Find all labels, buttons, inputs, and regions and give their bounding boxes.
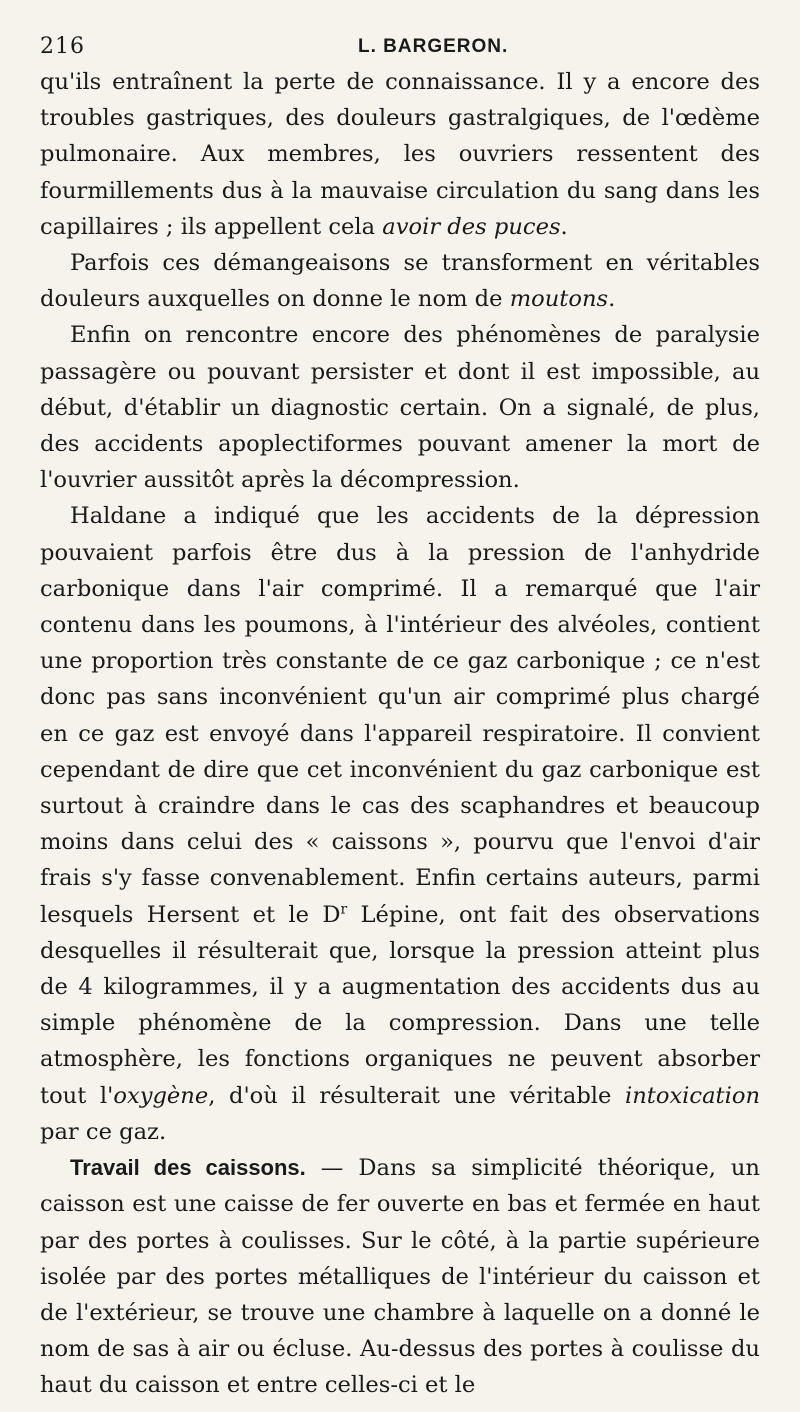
text-run: qu'ils entraînent la perte de connaissance. Il y a encore des troubles gastriques, des douleurs gastralgiques, de l'œdème pulmonaire. Aux membres, les ouvriers ressentent des fourmillements dus à la mauvaise circulation du sang dans les capillaires ; ils appellent cela	[40, 69, 760, 240]
text-run: Enfin on rencontre encore des phénomènes de paralysie passagère ou pouvant persister et dont il est impossible, au début, d'établir un diagnostic certain. On a signalé, de plus, des accidents apoplectiformes pouvant amener la mort de l'ouvrier aussitôt après la décompression.	[40, 322, 760, 494]
paragraph	[40, 317, 760, 498]
text-run: — Dans sa simplicité théorique, un caisson est une caisse de fer ouverte en bas et fermée en haut par des portes à coulisses. Sur le côté, à la partie supérieure isolée par des portes métalliques de l'intérieur du caisson et de l'extérieur, se trouve une chambre à laquelle on a donné le nom de sas à air ou écluse. Au-dessus des portes à coulisse du haut du caisson et entre celles-ci et le	[40, 1155, 760, 1399]
section-heading: Travail des caissons.	[70, 1155, 306, 1181]
text-run: , d'où il résulterait une véritable	[208, 1082, 625, 1109]
paragraph	[40, 498, 760, 1150]
text-run: par ce gaz.	[40, 1118, 167, 1145]
italic-run: moutons	[509, 286, 609, 313]
running-head-author: L. BARGERON.	[358, 36, 509, 57]
page-number: 216	[40, 34, 85, 59]
italic-run: intoxication	[624, 1082, 760, 1109]
paragraph	[40, 1150, 760, 1403]
italic-run: avoir des puces	[382, 213, 561, 240]
text-run: Parfois ces démangeaisons se transforment en véritables douleurs auxquelles on donne le nom de	[40, 250, 760, 313]
italic-run: oxygène	[113, 1082, 209, 1109]
text-run: .	[608, 286, 616, 313]
text-run: Lépine, ont fait des observations desquelles il résulterait que, lorsque la pression atteint plus de 4 kilogrammes, il y a augmentation des accidents dus au simple phénomène de la compression. Dans une telle atmosphère, les fonctions organiques ne peuvent absorber tout l'	[40, 901, 761, 1109]
running-head	[40, 28, 760, 64]
body-text	[40, 64, 760, 1404]
text-run: .	[560, 213, 568, 240]
paragraph	[40, 64, 760, 245]
superscript-run: r	[340, 901, 348, 918]
paragraph	[40, 245, 760, 317]
text-run: Haldane a indiqué que les accidents de la dépression pouvaient parfois être dus à la pression de l'anhydride carbonique dans l'air comprimé. Il a remarqué que l'air contenu dans les poumons, à l'intérieur des alvéoles, contient une proportion très constante de ce gaz carbonique ; ce n'est donc pas sans inconvénient qu'un air comprimé plus chargé en ce gaz est envoyé dans l'appareil respiratoire. Il convient cependant de dire que cet inconvénient du gaz carbonique est surtout à craindre dans le cas des scaphandres et beaucoup moins dans celui des « caissons », pourvu que l'envoi d'air frais s'y fasse convenablement. Enfin certains auteurs, parmi lesquels Hersent et le D	[40, 503, 760, 928]
